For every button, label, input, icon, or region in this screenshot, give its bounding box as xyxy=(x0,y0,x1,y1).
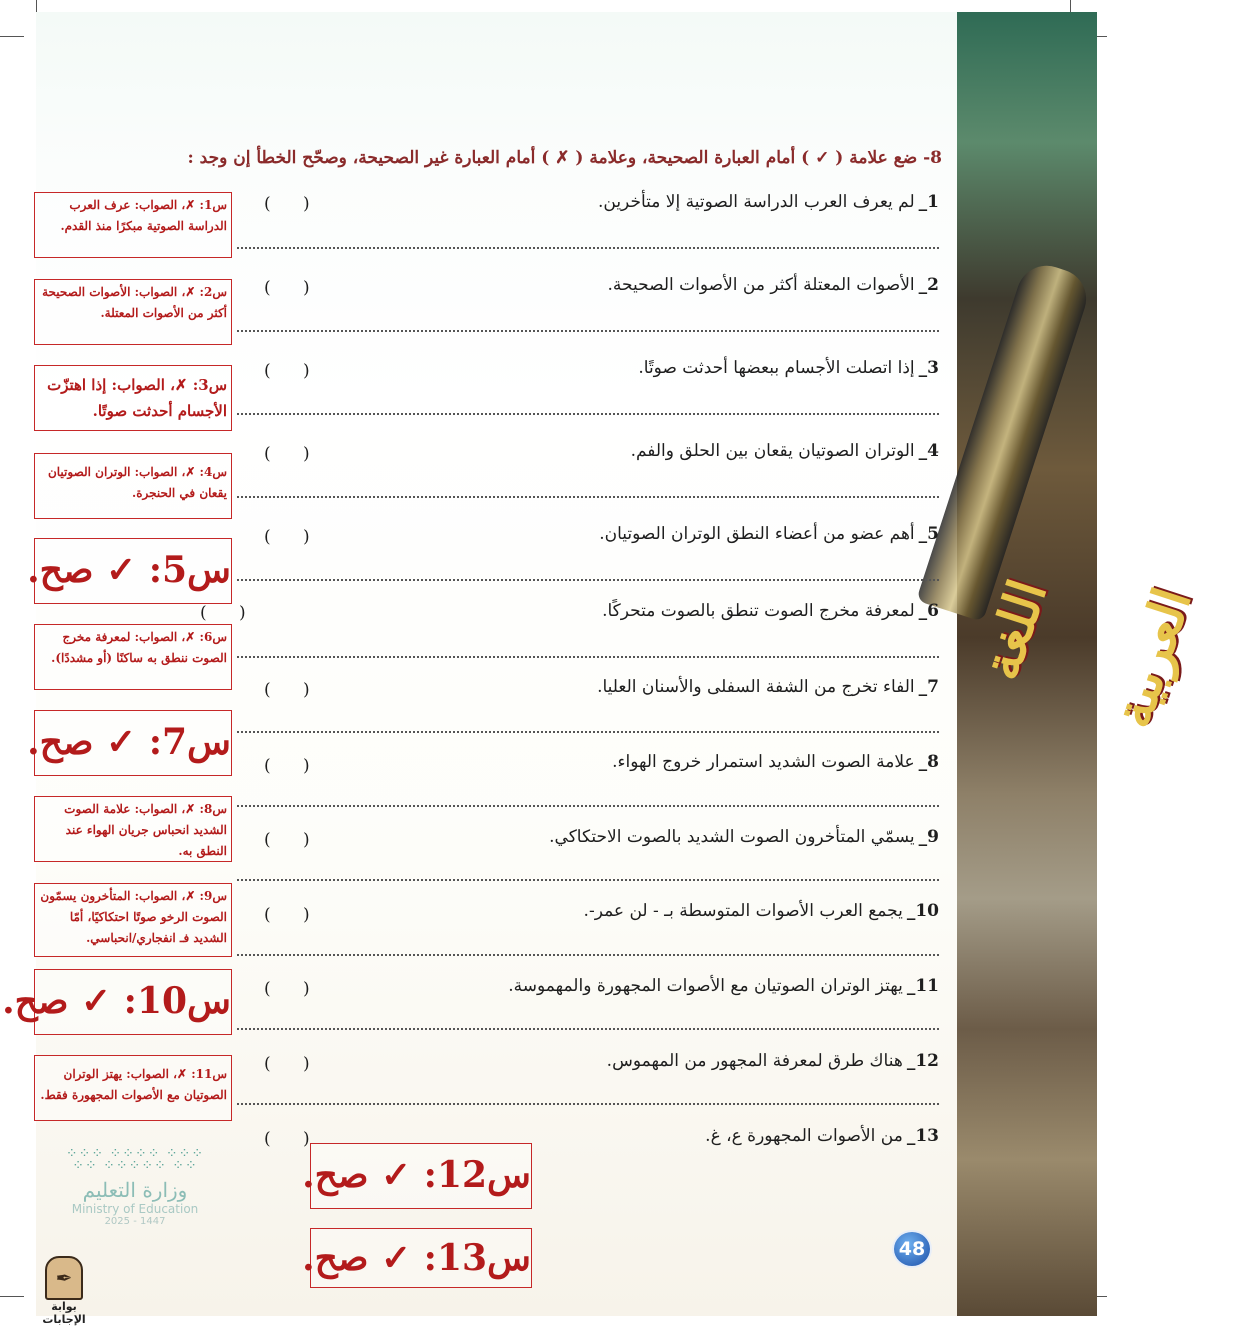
answer-box-10: س10: ✓ صح. xyxy=(34,969,232,1035)
question-13: 13_من الأصوات المجهورة ع، غ. xyxy=(705,1126,939,1146)
answer-line xyxy=(237,413,939,415)
ministry-name-en: Ministry of Education xyxy=(71,1202,199,1216)
answer-box-2: س2: ✗، الصواب: الأصوات الصحيحة أكثر من الأصوات المعتلة. xyxy=(34,279,232,345)
question-9: 9_يسمّي المتأخرون الصوت الشديد بالصوت الاحتكاكي. xyxy=(549,827,939,847)
question-6: 6_لمعرفة مخرج الصوت تنطق بالصوت متحركًا. xyxy=(602,601,939,621)
answer-parentheses[interactable]: ( ) xyxy=(264,830,310,850)
answer-box-3: س3: ✗، الصواب: إذا اهتزّت الأجسام أحدثت صوتًا. xyxy=(34,365,232,431)
answer-parentheses[interactable]: ( ) xyxy=(264,361,310,381)
crop-mark xyxy=(0,1296,24,1297)
question-11: 11_يهتز الوتران الصوتيان مع الأصوات المجهورة والمهموسة. xyxy=(508,976,939,996)
pen-nib-icon: ✒ xyxy=(45,1256,83,1300)
answer-parentheses[interactable]: ( ) xyxy=(264,756,310,776)
instruction-prefix: 8- ضع علامة ( xyxy=(835,148,942,168)
question-2: 2_الأصوات المعتلة أكثر من الأصوات الصحيحة. xyxy=(607,275,939,295)
answer-parentheses[interactable]: ( ) xyxy=(264,1129,310,1149)
instruction-suffix: ) أمام العبارة غير الصحيحة، وصحّح الخطأ إن وجد : xyxy=(187,148,550,168)
answer-box-13: س13: ✓ صح. xyxy=(310,1228,532,1288)
answer-parentheses[interactable]: ( ) xyxy=(264,979,310,999)
question-7: 7_الفاء تخرج من الشفة السفلى والأسنان العليا. xyxy=(597,677,939,697)
answer-box-9: س9: ✗، الصواب: المتأخرون يسمّون الصوت الرخو صوتًا احتكاكيًا، أمّا الشديد فـ انفجاري/انحباسي. xyxy=(34,883,232,957)
answer-parentheses[interactable]: ( ) xyxy=(264,680,310,700)
answer-parentheses[interactable]: ( ) xyxy=(264,194,310,214)
ministry-logo xyxy=(60,1148,210,1227)
answer-line xyxy=(237,247,939,249)
portal-label: بوابة الإجابات xyxy=(42,1300,86,1326)
answer-line xyxy=(237,579,939,581)
answer-parentheses[interactable]: ( ) xyxy=(264,905,310,925)
question-1: 1_لم يعرف العرب الدراسة الصوتية إلا متأخرين. xyxy=(597,192,939,212)
answer-box-8: س8: ✗، الصواب: علامة الصوت الشديد انحباس جريان الهواء عند النطق به. xyxy=(34,796,232,862)
cross-mark-icon: ✗ xyxy=(555,148,570,168)
question-3: 3_إذا اتصلت الأجسام ببعضها أحدثت صوتًا. xyxy=(638,358,939,378)
question-5: 5_أهم عضو من أعضاء النطق الوتران الصوتيان. xyxy=(599,524,939,544)
answer-line xyxy=(237,656,939,658)
answer-box-5: س5: ✓ صح. xyxy=(34,538,232,604)
answer-box-7: س7: ✓ صح. xyxy=(34,710,232,776)
side-title: اللغة العربية xyxy=(969,572,1204,735)
ministry-emblem-icon: ⁘⁘⁘ ⁘⁘⁘⁘ ⁘⁘⁘ ⁘⁘ ⁘⁘⁘⁘⁘ ⁘⁘ xyxy=(65,1146,205,1174)
answer-line xyxy=(237,731,939,733)
answer-line xyxy=(237,805,939,807)
answer-parentheses[interactable]: ( ) xyxy=(200,603,246,623)
answer-box-1: س1: ✗، الصواب: عرف العرب الدراسة الصوتية مبكرًا منذ القدم. xyxy=(34,192,232,258)
question-10: 10_يجمع العرب الأصوات المتوسطة بـ - لن عمر-. xyxy=(583,901,939,921)
answer-line xyxy=(237,1028,939,1030)
answer-line xyxy=(237,954,939,956)
answer-box-4: س4: ✗، الصواب: الوتران الصوتيان يقعان في الحنجرة. xyxy=(34,453,232,519)
question-4: 4_الوتران الصوتيان يقعان بين الحلق والفم. xyxy=(630,441,939,461)
answer-parentheses[interactable]: ( ) xyxy=(264,444,310,464)
ministry-years: 2025 - 1447 xyxy=(104,1216,166,1227)
answer-line xyxy=(237,496,939,498)
answer-parentheses[interactable]: ( ) xyxy=(264,1054,310,1074)
answer-line xyxy=(237,1103,939,1105)
instruction-mid: ) أمام العبارة الصحيحة، وعلامة ( xyxy=(575,148,810,168)
answer-parentheses[interactable]: ( ) xyxy=(264,527,310,547)
question-12: 12_هناك طرق لمعرفة المجهور من المهموس. xyxy=(606,1051,939,1071)
answer-box-12: س12: ✓ صح. xyxy=(310,1143,532,1209)
ministry-name-ar: وزارة التعليم xyxy=(82,1178,188,1202)
answer-parentheses[interactable]: ( ) xyxy=(264,278,310,298)
answer-box-6: س6: ✗، الصواب: لمعرفة مخرج الصوت ننطق به ساكنًا (أو مشددًا). xyxy=(34,624,232,690)
check-mark-icon: ✓ xyxy=(815,148,830,168)
page-number: 48 xyxy=(892,1230,932,1268)
portal-watermark xyxy=(28,1256,100,1326)
answer-line xyxy=(237,879,939,881)
exercise-instruction xyxy=(130,148,942,178)
answer-box-11: س11: ✗، الصواب: يهتز الوتران الصوتيان مع الأصوات المجهورة فقط. xyxy=(34,1055,232,1121)
question-8: 8_علامة الصوت الشديد استمرار خروج الهواء. xyxy=(612,752,939,772)
crop-mark xyxy=(0,36,24,37)
answer-line xyxy=(237,330,939,332)
